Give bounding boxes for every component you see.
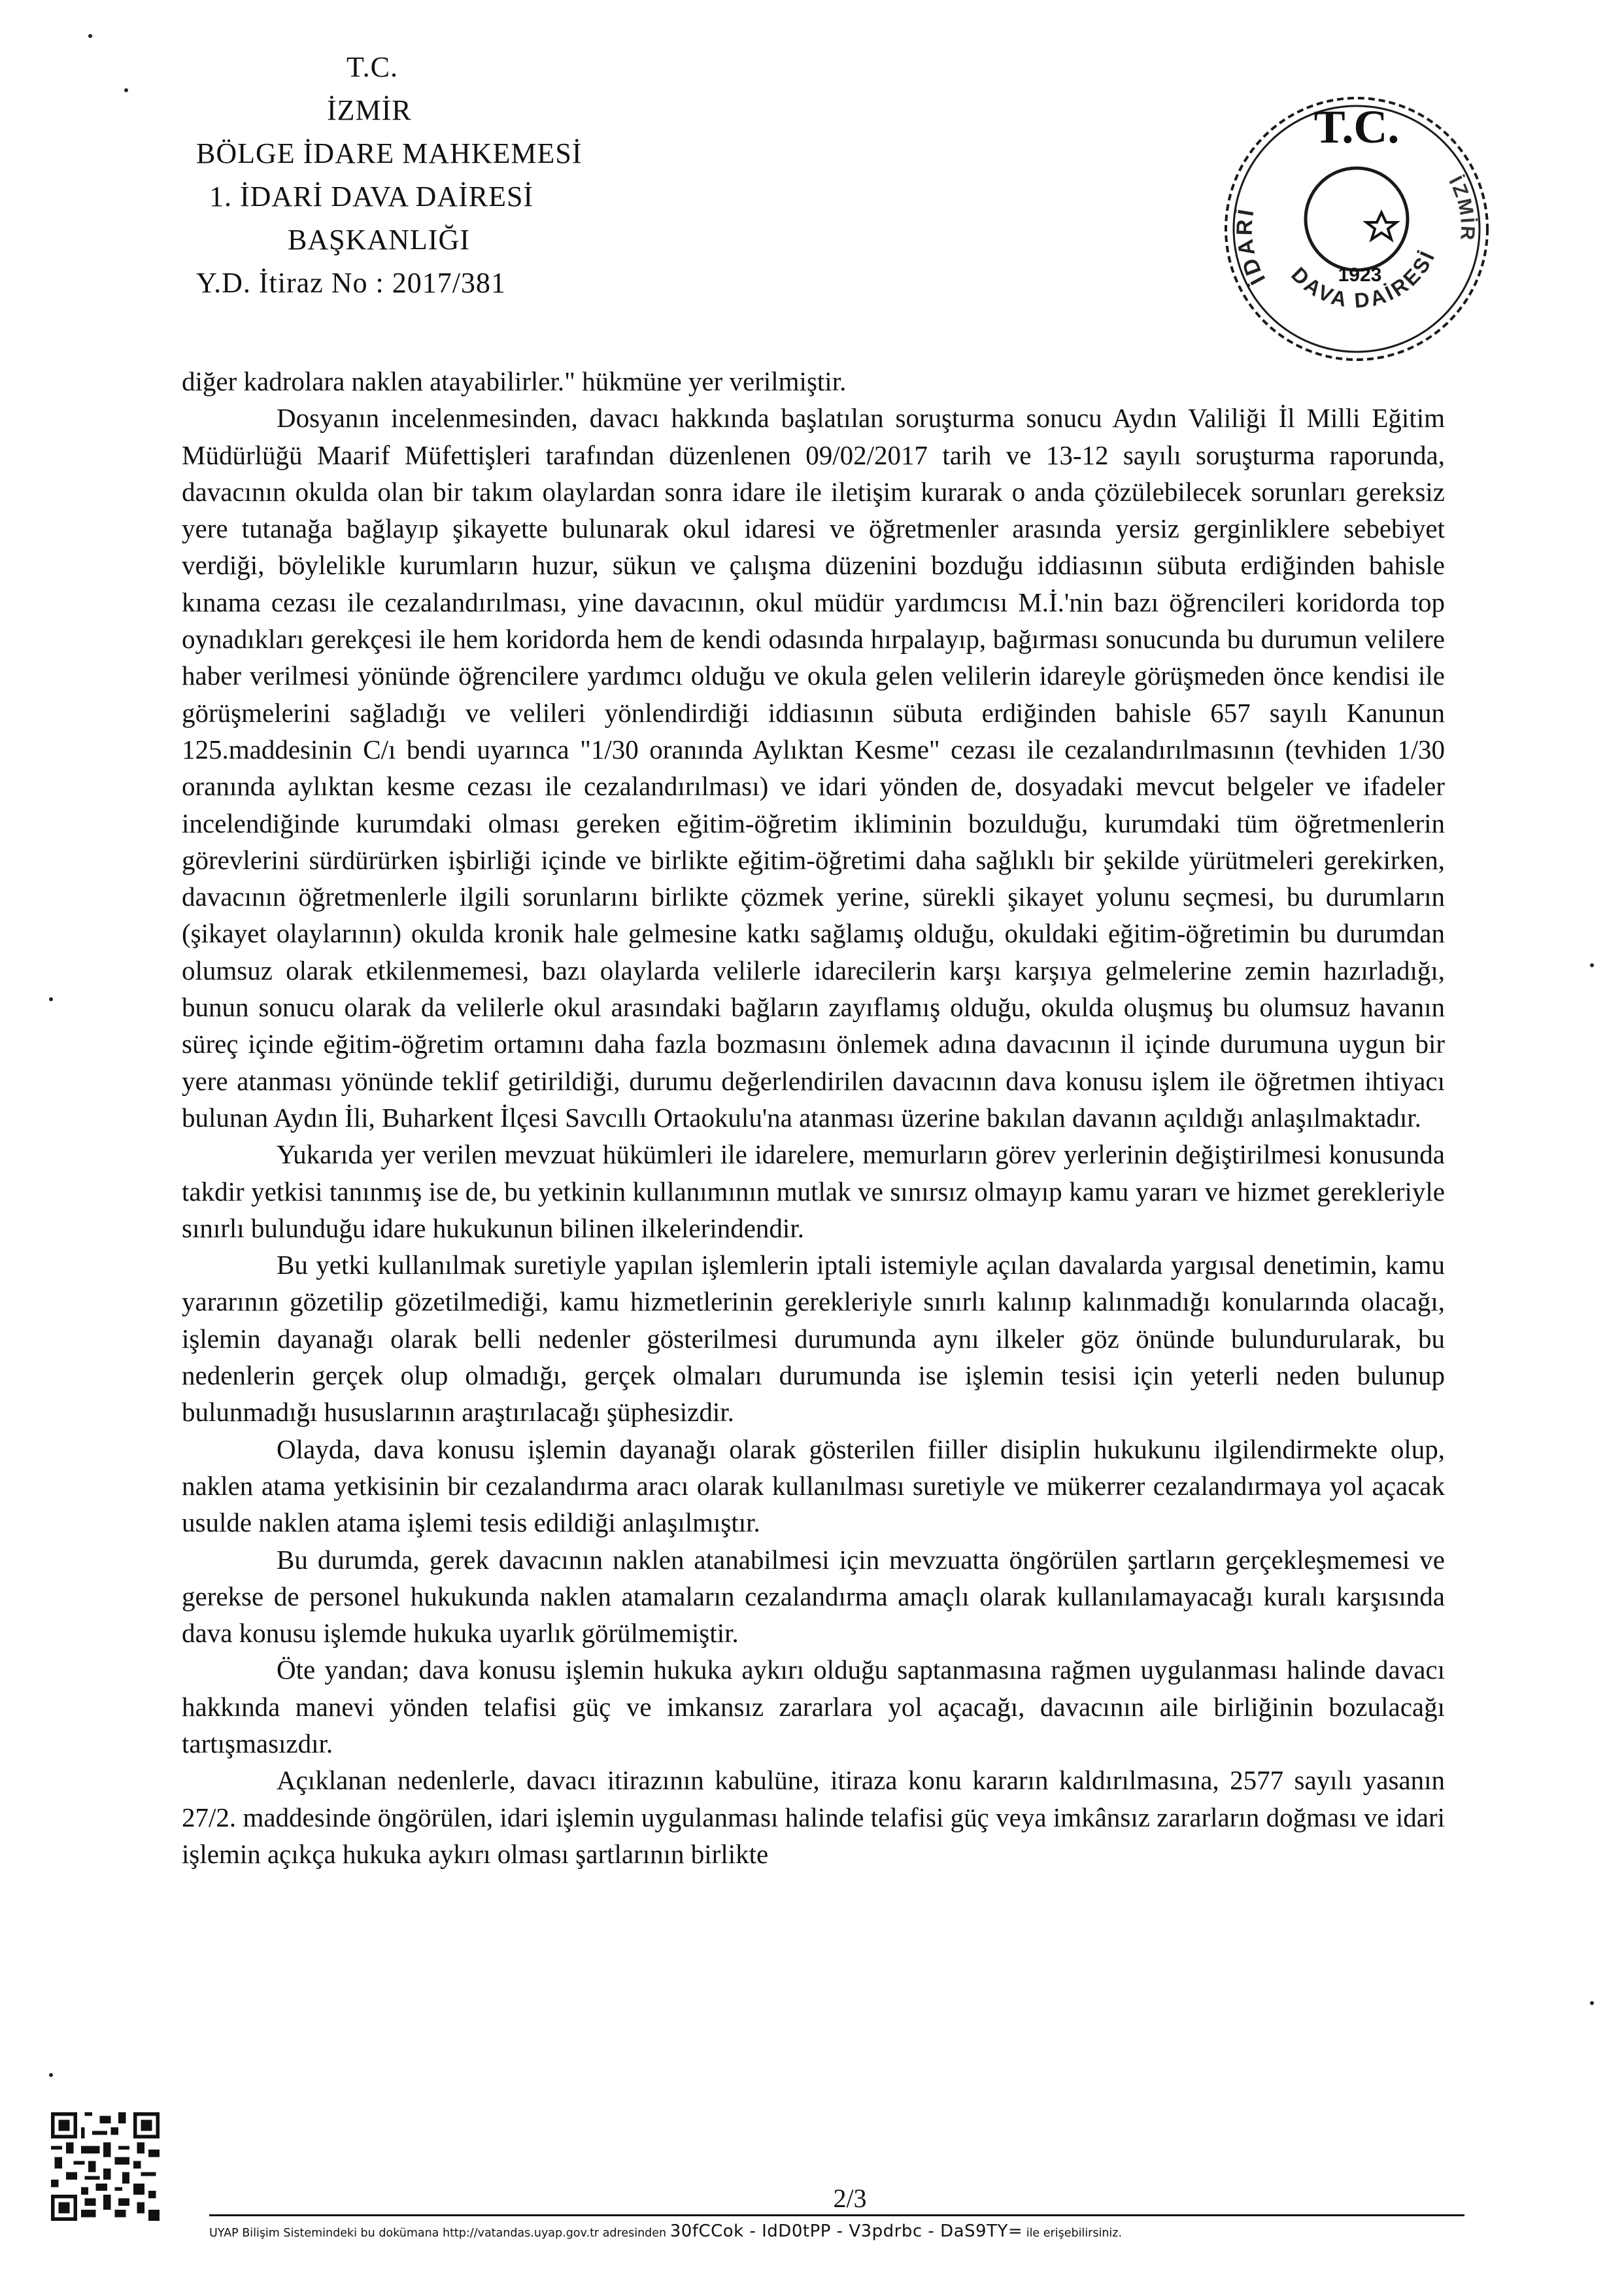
page-number: 2/3	[833, 2184, 867, 2213]
footer	[209, 2218, 1491, 2246]
seal-top-text: T.C.	[1313, 101, 1400, 153]
header-presidency: BAŞKANLIĞI	[288, 224, 470, 256]
scan-speck	[49, 2073, 53, 2077]
header-chamber: 1. İDARİ DAVA DAİRESİ	[209, 180, 534, 213]
footer-suffix: ile erişebilirsiniz.	[1026, 2227, 1123, 2240]
body-paragraph: diğer kadrolara naklen atayabilirler." hükmüne yer verilmiştir.	[182, 366, 847, 396]
qr-code-icon[interactable]	[51, 2112, 160, 2221]
header-city: İZMİR	[327, 94, 412, 126]
footer-prefix: UYAP Bilişim Sistemindeki bu dokümana http://vatandas.uyap.gov.tr adresinden	[209, 2227, 667, 2240]
header-court: BÖLGE İDARE MAHKEMESİ	[196, 137, 583, 169]
svg-text:İDARİ	[1232, 205, 1271, 289]
scan-speck	[124, 88, 128, 92]
scan-speck	[88, 34, 92, 38]
body-paragraph: Açıklanan nedenlerle, davacı itirazının kabulüne, itiraza konu kararın kaldırılmasına, 2577 sayılı yasanın 27/2. maddesinde öngörülen, idari işlemin uygulanması halinde telafisi güç veya imkânsız zararların doğması ve idari işlemin açıkça hukuka aykırı olması şartlarının birlikte	[182, 1765, 1445, 1869]
document-body	[182, 363, 1445, 1872]
scan-speck	[1590, 963, 1594, 967]
crescent-star-seal-icon	[1219, 92, 1494, 366]
body-paragraph: Bu yetki kullanılmak suretiyle yapılan işlemlerin iptali istemiyle açılan davalarda yargısal denetimin, kamu yararının gözetilip gözetilmediği, kamu hizmetlerinin gerekleriyle sınırlı kalınıp kalınmadığı konularında olacağı, işlemin dayanağı olarak belli nedenler gösterilmesi durumunda aynı ilkeler göz önünde bulundurularak, bu nedenlerin gerçek olup olmadığı, gerçek olmaları durumunda ise işlemin tesisi için yeterli neden bulunup bulunmadığı hususlarının araştırılacağı şüphesizdir.	[182, 1250, 1445, 1428]
scan-speck	[1590, 2001, 1594, 2005]
court-header	[196, 46, 693, 305]
header-tc: T.C.	[347, 51, 398, 83]
seal-right-arc-text: İZMİR	[1444, 173, 1479, 243]
seal-left-arc-text: İDARİ	[1232, 205, 1271, 289]
svg-text:İZMİR	[1444, 173, 1478, 243]
body-paragraph: Öte yandan; dava konusu işlemin hukuka aykırı olduğu saptanmasına rağmen uygulanması halinde davacı hakkında manevi yönden telafisi güç ve imkansız zararlara yol açacağı, davacının aile birliğinin bozulacağı tartışmasızdır.	[182, 1655, 1445, 1758]
body-paragraph: Dosyanın incelenmesinden, davacı hakkında başlatılan soruşturma sonucu Aydın Valiliği İl Milli Eğitim Müdürlüğü Maarif Müfettişleri tarafından düzenlenen 09/02/2017 tarih ve 13-12 sayılı soruşturma raporunda, davacının okulda olan bir takım olaylardan sonra idare ile iletişim kurarak o anda çözülebilecek sorunları gereksiz yere tutanağa bağlayıp şikayette bulunarak okul idaresi ve öğretmenler arasında yersiz gerginliklere sebebiyet verdiği, böylelikle kurumların huzur, sükun ve çalışma düzenini bozduğu iddiasının sübuta erdiğinden bahisle kınama cezası ile cezalandırılması, yine davacının, okul müdür yardımcısı M.İ.'nin bazı öğrencileri koridorda top oynadıkları gerekçesi ile hem koridorda hem de kendi odasında hırpalayıp, bağırması sonucunda bu durumun velilere haber verilmesi yönünde öğrencilere yardımcı olduğu ve okula gelen velilerin idareyle görüşmeden önce kendisi ile görüşmelerini sağladığı ve velileri yönlendirdiği iddiasının sübuta erdiğinden bahisle 657 sayılı Kanunun 125.maddesinin C/ı bendi uyarınca "1/30 oranında Aylıktan Kesme" cezası ile cezalandırılmasının (tevhiden 1/30 oranında aylıktan kesme cezası ile cezalandırılması) ve idari yönden de, dosyadaki mevcut belgeler ve ifadeler incelendiğinde kurumdaki olması gereken eğitim-öğretim ikliminin bozulduğu, kurumdaki tüm öğretmenlerin görevlerini sürdürürken işbirliği içinde ve birlikte eğitim-öğretimi daha sağlıklı bir şekilde yürütmeleri gerekirken, davacının öğretmenlerle ilgili sorunlarını birlikte çözmek yerine, sürekli şikayet yolunu seçmesi, bu durumların (şikayet olaylarının) okulda kronik hale gelmesine katkı sağlamış olduğu, okuldaki eğitim-öğretimin bu durumdan olumsuz olarak etkilenmemesi, bazı olaylarda velilerle idarecilerin karşı karşıya gelmelerine zemin hazırladığı, bunun sonucu olarak da velilerle okul arasındaki bağların zayıflamış olduğu, okulda oluşmuş bu olumsuz havanın süreç içinde eğitim-öğretim ortamını daha fazla bozmasını önlemek adına davacının il içinde durumuna uygun bir yere atanması yönünde teklif getirildiği, durumu değerlendirilen davacının dava konusu işlem ile öğretmen ihtiyacı bulunan Aydın İli, Buharkent İlçesi Savcıllı Ortaokulu'na atanması üzerine bakılan davanın açıldığı anlaşılmaktadır.	[182, 403, 1445, 1133]
scan-speck	[49, 997, 53, 1001]
seal-bottom-arc-text: DAVA DAİRESİ	[1287, 245, 1440, 313]
body-paragraph: Olayda, dava konusu işlemin dayanağı olarak gösterilen fiiller disiplin hukukunu ilgilendirmekte olup, naklen atama yetkisinin bir cezalandırma aracı olarak kullanılması suretiyle ve mükerrer cezalandırmaya yol açacak usulde naklen atama işlemi tesis edildiği anlaşılmıştır.	[182, 1433, 1445, 1538]
footer-divider	[209, 2214, 1464, 2216]
footer-verification-code[interactable]: 30fCCok - IdD0tPP - V3pdrbc - DaS9TY=	[669, 2221, 1023, 2241]
header-case-number: Y.D. İtiraz No : 2017/381	[196, 267, 506, 299]
seal-year: 1923	[1338, 264, 1382, 286]
body-paragraph: Bu durumda, gerek davacının naklen atanabilmesi için mevzuatta öngörülen şartların gerçekleşmemesi ve gerekse de personel hukukunda naklen atamaların cezalandırma amaçlı olarak kullanılamayacağı kuralı karşısında dava konusu işlemde hukuka uyarlık görülmemiştir.	[182, 1544, 1445, 1649]
body-paragraph: Yukarıda yer verilen mevzuat hükümleri ile idarelere, memurların görev yerlerinin değiştirilmesi konusunda takdir yetkisi tanınmış ise de, bu yetkinin kullanımının mutlak ve sınırsız olmayıp kamu yararı ve hizmet gerekleriyle sınırlı bulunduğu idare hukukunun bilinen ilkelerindendir.	[182, 1139, 1445, 1243]
